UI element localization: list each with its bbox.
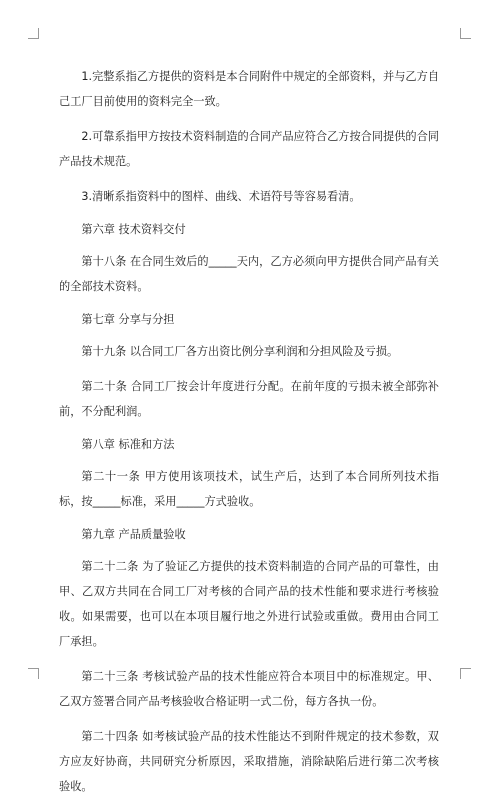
paragraph-completeness: 1.完整系指乙方提供的资料是本合同附件中规定的全部资料，并与乙方自己工厂目前使用的资料完全一致。: [59, 70, 439, 108]
chapter-heading-8: 第八章 标准和方法: [81, 438, 175, 451]
crop-mark-bottom-right: [460, 668, 471, 679]
chapter-heading-6: 第六章 技术资料交付: [81, 223, 186, 236]
paragraph-reliability: 2.可靠系指甲方按技术资料制造的合同产品应符合乙方按合同提供的合同产品技术规范。: [59, 130, 439, 168]
article-23: 第二十三条 考核试验产品的技术性能应符合本项目中的标准规定。甲、乙双方签署合同产品考核验收合格证明一式二份，每方各执一份。: [59, 670, 439, 708]
crop-mark-bottom-left: [28, 668, 39, 679]
article-18: 第十八条 在合同生效后的_____天内，乙方必须向甲方提供合同产品有关的全部技术资料。: [59, 255, 439, 293]
chapter-heading-9: 第九章 产品质量验收: [81, 528, 186, 541]
article-20: 第二十条 合同工厂按会计年度进行分配。在前年度的亏损未被全部弥补前，不分配利润。: [59, 380, 439, 418]
article-21: 第二十一条 甲方使用该项技术，试生产后，达到了本合同所列技术指标，按_____标准，采用_____方式验收。: [59, 470, 439, 508]
article-19: 第十九条 以合同工厂各方出资比例分享利润和分担风险及亏损。: [81, 345, 399, 358]
chapter-heading-7: 第七章 分享与分担: [81, 313, 175, 326]
paragraph-clarity: 3.清晰系指资料中的图样、曲线、术语符号等容易看清。: [81, 190, 361, 203]
article-22: 第二十二条 为了验证乙方提供的技术资料制造的合同产品的可靠性，由甲、乙双方共同在合同工厂对考核的合同产品的技术性能和要求进行考核验收。如果需要，也可以在本项目履行地之外进行试验或重做。费用由合同工厂承担。: [59, 560, 439, 648]
article-24: 第二十四条 如考核试验产品的技术性能达不到附件规定的技术参数，双方应友好协商，共同研究分析原因，采取措施，消除缺陷后进行第二次考核验收。: [59, 730, 439, 793]
crop-mark-top-left: [28, 28, 39, 39]
crop-mark-top-right: [460, 28, 471, 39]
document-page: [59, 64, 439, 809]
